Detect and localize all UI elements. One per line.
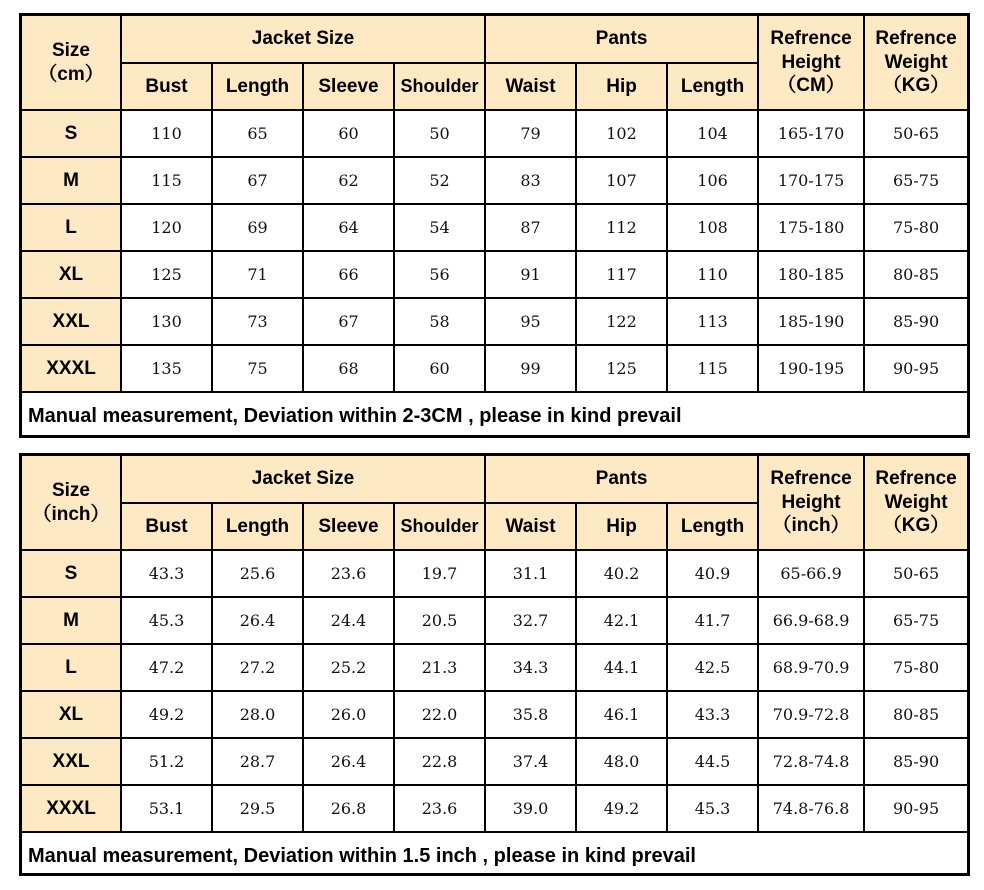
pants-group-header: Pants bbox=[485, 456, 758, 503]
column-header: Length bbox=[212, 503, 303, 550]
value-cell: 37.4 bbox=[485, 738, 576, 785]
reference-height-label-1: Refrence bbox=[770, 467, 852, 489]
value-cell: 190-195 bbox=[758, 345, 864, 392]
column-header: Sleeve bbox=[303, 63, 394, 110]
value-cell: 31.1 bbox=[485, 550, 576, 597]
value-cell: 44.5 bbox=[667, 738, 758, 785]
value-cell: 68 bbox=[303, 345, 394, 392]
value-cell: 185-190 bbox=[758, 298, 864, 345]
value-cell: 27.2 bbox=[212, 644, 303, 691]
size-cell: XL bbox=[22, 691, 121, 738]
value-cell: 53.1 bbox=[121, 785, 212, 832]
size-cell: XXXL bbox=[22, 345, 121, 392]
measurement-note: Manual measurement, Deviation within 1.5 inch , please in kind prevail bbox=[28, 844, 696, 867]
value-cell: 83 bbox=[485, 157, 576, 204]
table-row bbox=[22, 691, 967, 738]
reference-height-label-2: Height bbox=[781, 491, 841, 513]
value-cell: 40.2 bbox=[576, 550, 667, 597]
value-cell: 122 bbox=[576, 298, 667, 345]
size-cell: XXXL bbox=[22, 785, 121, 832]
reference-height-label-2: Height bbox=[781, 51, 841, 73]
value-cell: 24.4 bbox=[303, 597, 394, 644]
value-cell: 39.0 bbox=[485, 785, 576, 832]
size-cell: S bbox=[22, 110, 121, 157]
value-cell: 58 bbox=[394, 298, 485, 345]
reference-height-unit: （inch） bbox=[772, 515, 850, 537]
column-header: Sleeve bbox=[303, 503, 394, 550]
value-cell: 46.1 bbox=[576, 691, 667, 738]
value-cell: 62 bbox=[303, 157, 394, 204]
value-cell: 19.7 bbox=[394, 550, 485, 597]
size-header-unit: （inch） bbox=[32, 503, 110, 525]
column-header: Shoulder bbox=[394, 63, 485, 110]
value-cell: 60 bbox=[303, 110, 394, 157]
jacket-size-group-header: Jacket Size bbox=[121, 16, 485, 63]
value-cell: 21.3 bbox=[394, 644, 485, 691]
reference-weight-label-1: Refrence bbox=[875, 27, 957, 49]
value-cell: 60 bbox=[394, 345, 485, 392]
value-cell: 112 bbox=[576, 204, 667, 251]
value-cell: 26.4 bbox=[212, 597, 303, 644]
value-cell: 32.7 bbox=[485, 597, 576, 644]
value-cell: 50-65 bbox=[864, 550, 967, 597]
value-cell: 25.2 bbox=[303, 644, 394, 691]
value-cell: 43.3 bbox=[121, 550, 212, 597]
column-header: Bust bbox=[121, 503, 212, 550]
size-cell: S bbox=[22, 550, 121, 597]
size-cell: XXL bbox=[22, 298, 121, 345]
value-cell: 26.4 bbox=[303, 738, 394, 785]
value-cell: 99 bbox=[485, 345, 576, 392]
value-cell: 43.3 bbox=[667, 691, 758, 738]
value-cell: 49.2 bbox=[121, 691, 212, 738]
value-cell: 23.6 bbox=[394, 785, 485, 832]
column-header: Hip bbox=[576, 503, 667, 550]
value-cell: 65-66.9 bbox=[758, 550, 864, 597]
value-cell: 66.9-68.9 bbox=[758, 597, 864, 644]
value-cell: 95 bbox=[485, 298, 576, 345]
value-cell: 115 bbox=[667, 345, 758, 392]
reference-height-unit: （CM） bbox=[777, 75, 845, 97]
value-cell: 44.1 bbox=[576, 644, 667, 691]
value-cell: 75-80 bbox=[864, 204, 967, 251]
column-header: Length bbox=[667, 503, 758, 550]
value-cell: 28.0 bbox=[212, 691, 303, 738]
size-chart-inch bbox=[19, 453, 970, 876]
value-cell: 23.6 bbox=[303, 550, 394, 597]
value-cell: 85-90 bbox=[864, 298, 967, 345]
value-cell: 25.6 bbox=[212, 550, 303, 597]
value-cell: 22.8 bbox=[394, 738, 485, 785]
value-cell: 90-95 bbox=[864, 785, 967, 832]
value-cell: 29.5 bbox=[212, 785, 303, 832]
value-cell: 102 bbox=[576, 110, 667, 157]
table-row bbox=[22, 738, 967, 785]
size-cell: XXL bbox=[22, 738, 121, 785]
value-cell: 22.0 bbox=[394, 691, 485, 738]
size-cell: L bbox=[22, 204, 121, 251]
table-row bbox=[22, 204, 967, 251]
size-header-unit: （cm） bbox=[38, 63, 104, 85]
value-cell: 170-175 bbox=[758, 157, 864, 204]
size-header bbox=[22, 456, 121, 550]
reference-weight-unit: （KG） bbox=[882, 75, 950, 97]
reference-weight-label-2: Weight bbox=[884, 491, 948, 513]
value-cell: 52 bbox=[394, 157, 485, 204]
column-header: Length bbox=[667, 63, 758, 110]
value-cell: 20.5 bbox=[394, 597, 485, 644]
value-cell: 65-75 bbox=[864, 157, 967, 204]
size-cell: M bbox=[22, 597, 121, 644]
column-header: Waist bbox=[485, 503, 576, 550]
value-cell: 165-170 bbox=[758, 110, 864, 157]
value-cell: 64 bbox=[303, 204, 394, 251]
value-cell: 68.9-70.9 bbox=[758, 644, 864, 691]
value-cell: 66 bbox=[303, 251, 394, 298]
value-cell: 120 bbox=[121, 204, 212, 251]
value-cell: 80-85 bbox=[864, 691, 967, 738]
value-cell: 67 bbox=[303, 298, 394, 345]
reference-height-header bbox=[758, 16, 864, 110]
table-row bbox=[22, 345, 967, 392]
value-cell: 56 bbox=[394, 251, 485, 298]
value-cell: 87 bbox=[485, 204, 576, 251]
value-cell: 69 bbox=[212, 204, 303, 251]
table-row bbox=[22, 110, 967, 157]
value-cell: 75-80 bbox=[864, 644, 967, 691]
value-cell: 104 bbox=[667, 110, 758, 157]
reference-weight-header bbox=[864, 456, 967, 550]
table-row bbox=[22, 597, 967, 644]
value-cell: 125 bbox=[576, 345, 667, 392]
value-cell: 113 bbox=[667, 298, 758, 345]
reference-weight-label-2: Weight bbox=[884, 51, 948, 73]
table-row bbox=[22, 785, 967, 832]
value-cell: 65-75 bbox=[864, 597, 967, 644]
column-header: Waist bbox=[485, 63, 576, 110]
size-header-label: Size bbox=[51, 479, 91, 501]
size-cell: L bbox=[22, 644, 121, 691]
value-cell: 54 bbox=[394, 204, 485, 251]
value-cell: 40.9 bbox=[667, 550, 758, 597]
value-cell: 70.9-72.8 bbox=[758, 691, 864, 738]
column-header: Length bbox=[212, 63, 303, 110]
value-cell: 51.2 bbox=[121, 738, 212, 785]
table-row bbox=[22, 298, 967, 345]
pants-group-header: Pants bbox=[485, 16, 758, 63]
table-row bbox=[22, 644, 967, 691]
value-cell: 49.2 bbox=[576, 785, 667, 832]
measurement-note: Manual measurement, Deviation within 2-3CM , please in kind prevail bbox=[28, 405, 682, 427]
value-cell: 26.8 bbox=[303, 785, 394, 832]
value-cell: 35.8 bbox=[485, 691, 576, 738]
value-cell: 125 bbox=[121, 251, 212, 298]
size-header-label: Size bbox=[51, 39, 91, 61]
table-row bbox=[22, 251, 967, 298]
value-cell: 135 bbox=[121, 345, 212, 392]
value-cell: 91 bbox=[485, 251, 576, 298]
size-cell: XL bbox=[22, 251, 121, 298]
value-cell: 130 bbox=[121, 298, 212, 345]
table-body-cm bbox=[22, 110, 967, 392]
value-cell: 48.0 bbox=[576, 738, 667, 785]
size-cell: M bbox=[22, 157, 121, 204]
value-cell: 65 bbox=[212, 110, 303, 157]
table-row bbox=[22, 550, 967, 597]
value-cell: 67 bbox=[212, 157, 303, 204]
column-header: Bust bbox=[121, 63, 212, 110]
value-cell: 72.8-74.8 bbox=[758, 738, 864, 785]
reference-weight-unit: （KG） bbox=[882, 515, 950, 537]
table-row bbox=[22, 157, 967, 204]
value-cell: 34.3 bbox=[485, 644, 576, 691]
value-cell: 90-95 bbox=[864, 345, 967, 392]
table-body-inch bbox=[22, 550, 967, 832]
value-cell: 73 bbox=[212, 298, 303, 345]
value-cell: 50 bbox=[394, 110, 485, 157]
value-cell: 80-85 bbox=[864, 251, 967, 298]
value-cell: 180-185 bbox=[758, 251, 864, 298]
value-cell: 41.7 bbox=[667, 597, 758, 644]
value-cell: 106 bbox=[667, 157, 758, 204]
value-cell: 175-180 bbox=[758, 204, 864, 251]
value-cell: 42.1 bbox=[576, 597, 667, 644]
reference-weight-label-1: Refrence bbox=[875, 467, 957, 489]
value-cell: 107 bbox=[576, 157, 667, 204]
value-cell: 117 bbox=[576, 251, 667, 298]
column-header: Hip bbox=[576, 63, 667, 110]
value-cell: 45.3 bbox=[121, 597, 212, 644]
value-cell: 71 bbox=[212, 251, 303, 298]
reference-weight-header bbox=[864, 16, 967, 110]
value-cell: 50-65 bbox=[864, 110, 967, 157]
value-cell: 74.8-76.8 bbox=[758, 785, 864, 832]
column-header: Shoulder bbox=[394, 503, 485, 550]
jacket-size-group-header: Jacket Size bbox=[121, 456, 485, 503]
size-table-cm bbox=[22, 16, 967, 440]
value-cell: 115 bbox=[121, 157, 212, 204]
value-cell: 110 bbox=[121, 110, 212, 157]
value-cell: 79 bbox=[485, 110, 576, 157]
value-cell: 26.0 bbox=[303, 691, 394, 738]
value-cell: 108 bbox=[667, 204, 758, 251]
size-table-inch bbox=[22, 456, 967, 879]
value-cell: 45.3 bbox=[667, 785, 758, 832]
value-cell: 85-90 bbox=[864, 738, 967, 785]
reference-height-header bbox=[758, 456, 864, 550]
value-cell: 47.2 bbox=[121, 644, 212, 691]
size-header bbox=[22, 16, 121, 110]
value-cell: 28.7 bbox=[212, 738, 303, 785]
value-cell: 42.5 bbox=[667, 644, 758, 691]
size-chart-cm bbox=[19, 13, 970, 438]
value-cell: 110 bbox=[667, 251, 758, 298]
reference-height-label-1: Refrence bbox=[770, 27, 852, 49]
value-cell: 75 bbox=[212, 345, 303, 392]
